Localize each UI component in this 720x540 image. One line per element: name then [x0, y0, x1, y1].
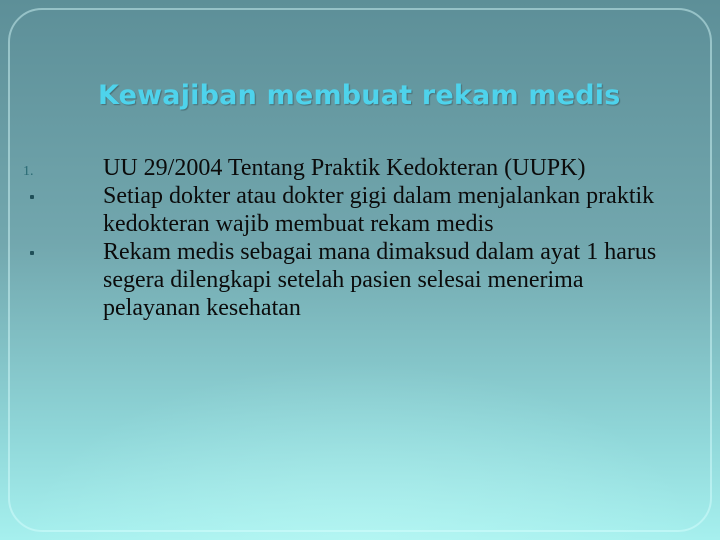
list-number: 1.: [23, 164, 34, 179]
list-item-text: Setiap dokter atau dokter gigi dalam menjalankan praktik kedokteran wajib membuat rekam medis: [103, 183, 655, 237]
list-item: [0, 182, 663, 238]
list-item: [0, 154, 663, 182]
background-glow: [0, 360, 720, 540]
bullet-list: [0, 154, 720, 322]
bullet-icon: [30, 251, 34, 255]
list-item: [0, 238, 663, 322]
list-item-text: UU 29/2004 Tentang Praktik Kedokteran (UUPK): [103, 155, 586, 181]
list-item-text: Rekam medis sebagai mana dimaksud dalam ayat 1 harus segera dilengkapi setelah pasien selesai menerima pelayanan kesehatan: [103, 239, 657, 321]
slide-title: Kewajiban membuat rekam medis: [98, 80, 621, 111]
bullet-icon: [30, 195, 34, 199]
